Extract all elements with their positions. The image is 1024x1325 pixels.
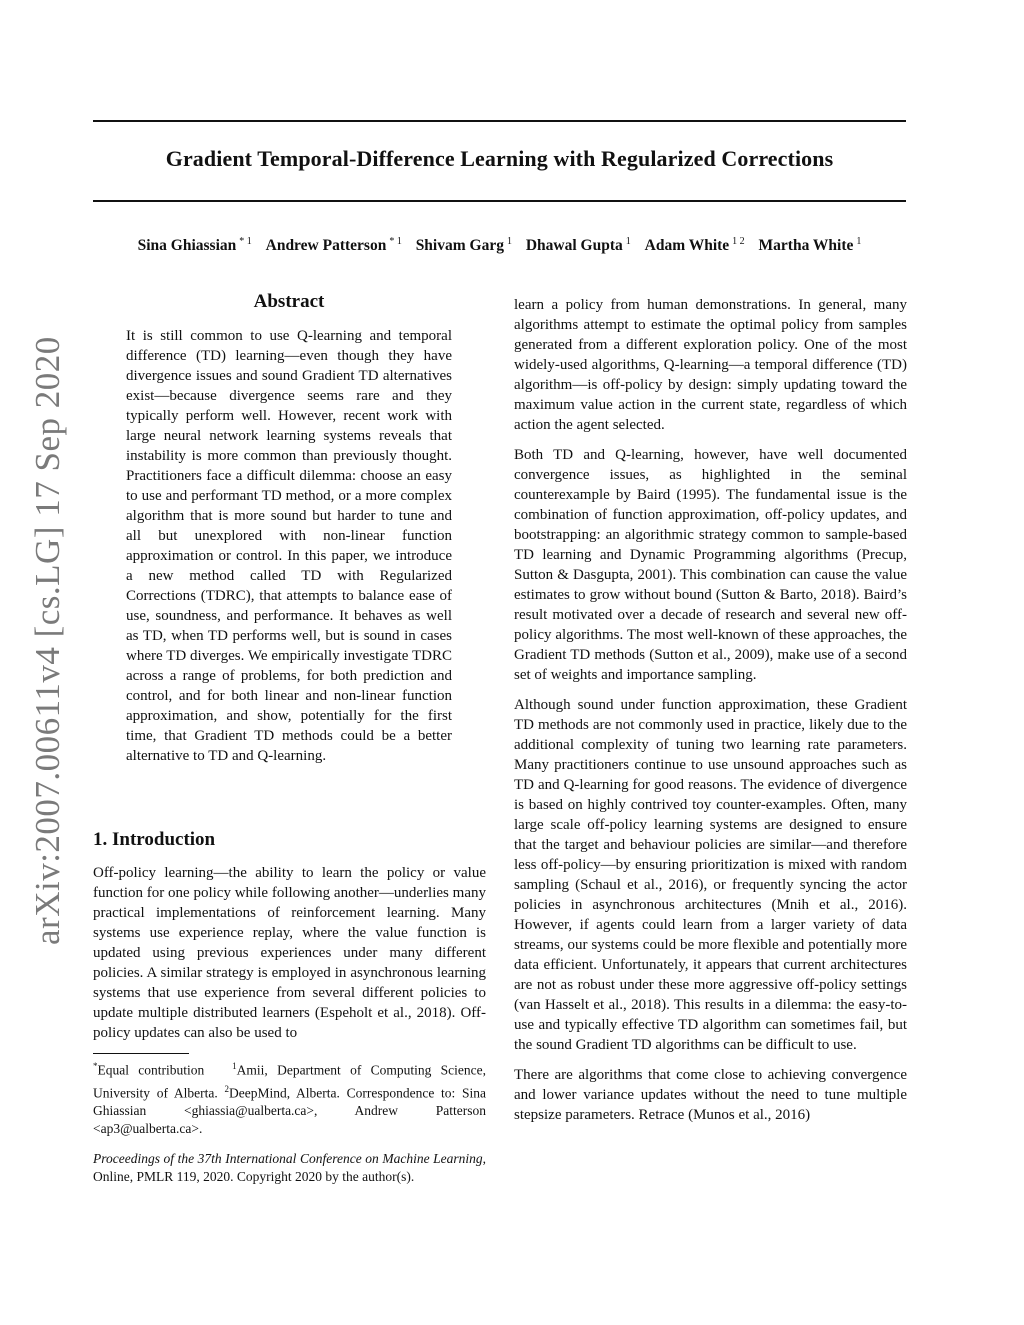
author-name: Sina Ghiassian: [137, 237, 237, 255]
author: [416, 237, 512, 254]
proceedings-venue: Proceedings of the 37th International Conference on Machine Learning: [93, 1151, 483, 1166]
footnote-affil1: Amii, Department of Computing Science, University of Alberta.: [93, 1062, 487, 1100]
title-bottom-rule: [93, 200, 906, 202]
footnote: [93, 1057, 486, 1138]
abstract-heading: Abstract: [253, 291, 325, 312]
intro-paragraph: Off-policy learning—the ability to learn the policy or value function for one policy while following another—underlies many practical implementations of reinforcement learning. Many systems use experience replay, where the value function is updated using previous experiences under many different policies. A similar strategy is employed in asynchronous learning systems that use experience from several different policies to update multiple distributed learners (Espeholt et al., 2018). Off-policy updates can also be used to: [93, 865, 486, 1041]
body-paragraph: There are algorithms that come close to achieving convergence and lower variance updates without the need to tune multiple stepsize parameters. Retrace (Munos et al., 2016): [514, 1067, 907, 1123]
author-affiliation: 1: [506, 236, 512, 247]
author-name: Dhawal Gupta: [525, 237, 623, 255]
author-name: Adam White: [644, 237, 730, 255]
author: [266, 237, 402, 254]
paper-title: Gradient Temporal-Difference Learning with Regularized Corrections: [165, 146, 834, 171]
author: [138, 237, 252, 254]
author-affiliation: 1 2: [732, 236, 745, 247]
author-name: Andrew Patterson: [265, 237, 387, 255]
body-paragraph: Although sound under function approximation, these Gradient TD methods are not commonly used in practice, likely due to the additional complexity of tuning two learning rate parameters. Many practitioners continue to use unsound approaches such as TD and Q-learning for good reasons. The evidence of divergence is based on highly contrived toy counter-examples. Often, many large scale off-policy learning systems are designed to ensure that the target and behaviour policies are similar—and therefore less off-policy—by ensuring prioritization is mixed with random sampling (Schaul et al., 2016), or frequently syncing the actor policies in asynchronous architectures (Mnih et al., 2016). However, if agents could learn from a larger variety of data streams, our systems could be more flexible and potentially more data efficient. Unfortunately, it appears that current architectures are not as robust under these more aggressive off-policy settings (van Hasselt et al., 2018). This results in a dilemma: the easy-to-use and typically effective TD algorithm can sometimes fail, but the sound Gradient TD algorithms can be difficult to use.: [514, 697, 907, 1053]
body-paragraph: learn a policy from human demonstrations. In general, many algorithms attempt to estimate the optimal policy from samples generated from a different exploration policy. One of the most widely-used algorithms, Q-learning—a temporal difference (TD) algorithm—is off-policy by design: simply updating toward the maximum value action in the current state, regardless of which action the agent selected.: [514, 297, 907, 433]
arxiv-identifier: arXiv:2007.00611v4 [cs.LG] 17 Sep 2020: [28, 336, 67, 945]
proceedings-note: [93, 1150, 486, 1186]
author-affiliation: * 1: [239, 236, 252, 247]
intro-left-column: [93, 863, 486, 1043]
footnote-rule: [93, 1053, 189, 1054]
author: [645, 237, 745, 254]
author-name: Shivam Garg: [415, 237, 504, 255]
title-top-rule: [93, 120, 906, 122]
author-affiliation: * 1: [389, 236, 402, 247]
abstract-body: [126, 326, 452, 766]
author-name: Martha White: [758, 237, 854, 255]
abstract-paragraph: It is still common to use Q-learning and temporal difference (TD) learning—even though they have divergence issues and sound Gradient TD alternatives exist—because divergence seems rare and they typically perform well. However, recent work with large neural network learning systems reveals that instability is more common than previously thought. Practitioners face a difficult dilemma: choose an easy to use and performant TD method, or a more complex algorithm that is more sound but harder to tune and all but unexplored with non-linear function approximation or control. In this paper, we introduce a new method called TD with Regularized Corrections (TDRC), that attempts to balance ease of use, soundness, and performance. It behaves as well as TD, when TD performs well, but is sound in cases where TD diverges. We empirically investigate TDRC across a range of problems, for both prediction and control, and for both linear and non-linear function approximation, and show, potentially for the first time, that Gradient TD methods could be a better alternative to TD and Q-learning.: [126, 328, 452, 764]
proceedings-rest: , Online, PMLR 119, 2020. Copyright 2020 by the author(s).: [93, 1151, 486, 1184]
author: [526, 237, 631, 254]
footnote-affil2: DeepMind, Alberta. Correspondence to: Sina Ghiassian <ghiassia@ualberta.ca>, Andrew Patterson <ap3@ualberta.ca>.: [93, 1085, 486, 1136]
body-paragraph: Both TD and Q-learning, however, have well documented convergence issues, as highlighted in the seminal counterexample by Baird (1995). The fundamental issue is the combination of function approximation, off-policy updates, and bootstrapping: an algorithmic strategy common to sample-based TD learning and Dynamic Programming algorithms (Precup, Sutton & Dasgupta, 2001). This combination can cause the value estimates to grow without bound (Sutton & Barto, 2018). Baird’s result motivated over a decade of research and several new off-policy algorithms. The most well-known of these approaches, the Gradient TD methods (Sutton et al., 2009), make use of a second set of weights and importance sampling.: [514, 447, 907, 683]
author-affiliation: 1: [625, 236, 631, 247]
footnote-marker: *: [93, 1061, 98, 1071]
footnote-equal: Equal contribution: [97, 1062, 205, 1078]
right-column: [514, 295, 907, 1135]
footnote-marker: 2: [224, 1083, 229, 1094]
author-list: [93, 236, 906, 255]
footnote-marker: 1: [232, 1061, 237, 1071]
author-affiliation: 1: [856, 236, 862, 247]
author: [759, 237, 862, 254]
section-heading: 1. Introduction: [93, 829, 216, 850]
